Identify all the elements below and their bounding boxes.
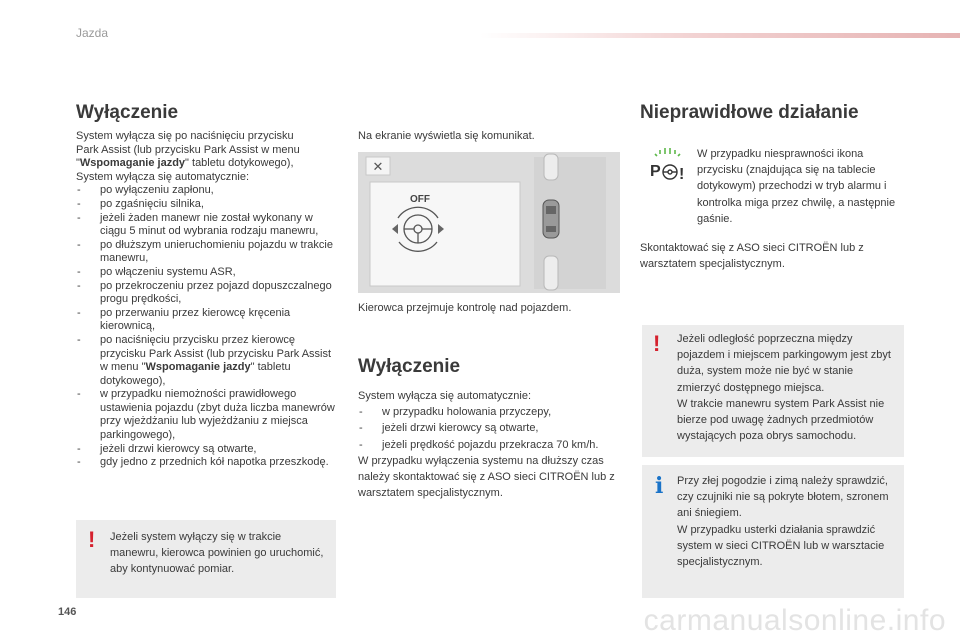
off-label: OFF [410,194,430,205]
svg-text:P: P [650,163,661,180]
list-item: - gdy jedno z przednich kół napotka przeszkodę. [76,456,338,470]
right-section-title: Nieprawidłowe działanie [640,102,859,123]
intro-rest: " tabletu dotykowego), [185,157,294,170]
menu-name: Wspomaganie jazdy [79,157,186,170]
info-text: Przy złej pogodzie i zimą należy sprawdzić, czy czujniki nie są pokryte błotem, szronem ani śniegiem. W przypadku usterki działania sprawdzić system w sieci CITROËN lub w warsztacie specjalistycznym. [677,475,889,569]
list-item: - w przypadku holowania przyczepy, [358,404,620,420]
touchscreen-illustration [358,152,620,293]
header-rule [480,33,960,38]
middle-outro: W przypadku wyłączenia systemu na dłuższy czas należy skontaktować się z ASO sieci CITROËN lub z warsztatem specjalistycznym. [358,454,615,500]
deactivation-list [76,184,338,469]
middle-section-title: Wyłączenie [358,356,461,377]
list-item: - po przerwaniu przez kierowcę kręcenia kierownicą, [76,307,338,334]
right-warning-note [642,325,904,457]
list-item [76,334,338,388]
park-assist-fault-icon [648,148,688,188]
warning-text: Jeżeli odległość poprzeczna między pojazdem i miejscem parkingowym jest zbyt duża, system może nie być w stanie zmierzyć dostępnego miejsca. W trakcie manewru system Park Assist nie bierze pod uwagę żadnych przedmiotów wystających poza obrys samochodu. [677,333,891,443]
page-number: 146 [58,606,77,618]
left-intro-line [76,157,338,171]
list-item: - jeżeli drzwi kierowcy są otwarte, [76,443,338,457]
auto-intro: System wyłącza się automatycznie: [358,390,532,402]
car-icon [543,200,559,238]
list-item: - po dłuższym unieruchomieniu pojazdu w trakcie manewru, [76,239,338,266]
list-item: - jeżeli drzwi kierowcy są otwarte, [358,420,620,436]
menu-name: Wspomaganie jazdy [145,361,251,374]
list-item: - po wyłączeniu zapłonu, [76,184,338,198]
warning-text: Jeżeli system wyłączy się w trakcie manewru, kierowca powinien go uruchomić, aby kontynuować pomiar. [110,531,324,576]
item-text: po naciśnięciu przycisku przez kierowcę przycisku Park Assist (lub przycisku Park Assist w menu " [100,333,332,374]
list-item: - po zgaśnięciu silnika, [76,198,338,212]
middle-body [358,388,620,501]
left-warning-note [76,520,336,598]
warning-icon: ! [88,527,96,552]
right-info-note [642,465,904,598]
watermark: carmanualsonline.info [643,604,946,637]
display-caption: Na ekranie wyświetla się komunikat. [358,130,535,142]
item-text: " tabletu dotykowego), [100,361,291,387]
list-item: - w przypadku niemożności prawidłowego ustawienia pojazdu (zbyt duża liczba manewrów przy wjeżdżaniu lub wyjeżdżaniu z miejsca parkingowego), [76,388,338,442]
close-icon: ✕ [372,160,384,175]
quote-mark: " [76,157,80,170]
list-item: - jeżeli prędkość pojazdu przekracza 70 km/h. [358,437,620,453]
auto-deactivation-list [358,404,620,453]
warning-icon: ! [653,331,661,356]
park-assist-screen-icon [358,152,620,293]
driver-caption: Kierowca przejmuje kontrolę nad pojazdem. [358,302,572,314]
list-item: - po włączeniu systemu ASR, [76,266,338,280]
left-body [76,130,338,470]
section-label: Jazda [76,26,109,40]
list-item: - po przekroczeniu przez pojazd dopuszczalnego progu prędkości, [76,280,338,307]
left-intro-line: System wyłącza się automatycznie: [76,170,250,183]
svg-text:!: ! [679,166,685,183]
contact-text: Skontaktować się z ASO sieci CITROËN lub z warsztatem specjalistycznym. [640,242,864,271]
fault-text: W przypadku niesprawności ikona przycisku (znajdująca się na tablecie dotykowym) przechodzi w tryb alarmu i kontrolka miga przez chwilę, a następnie gaśnie. [697,148,896,225]
park-assist-warning-icon [648,148,688,188]
info-icon: i [655,473,664,499]
left-intro-line: System wyłącza się po naciśnięciu przycisku [76,130,294,142]
left-intro-line: Park Assist (lub przycisku Park Assist w menu [76,143,300,156]
list-item: - jeżeli żaden manewr nie został wykonany w ciągu 5 minut od wybrania rodzaju manewru, [76,212,338,239]
left-section-title: Wyłączenie [76,102,179,123]
